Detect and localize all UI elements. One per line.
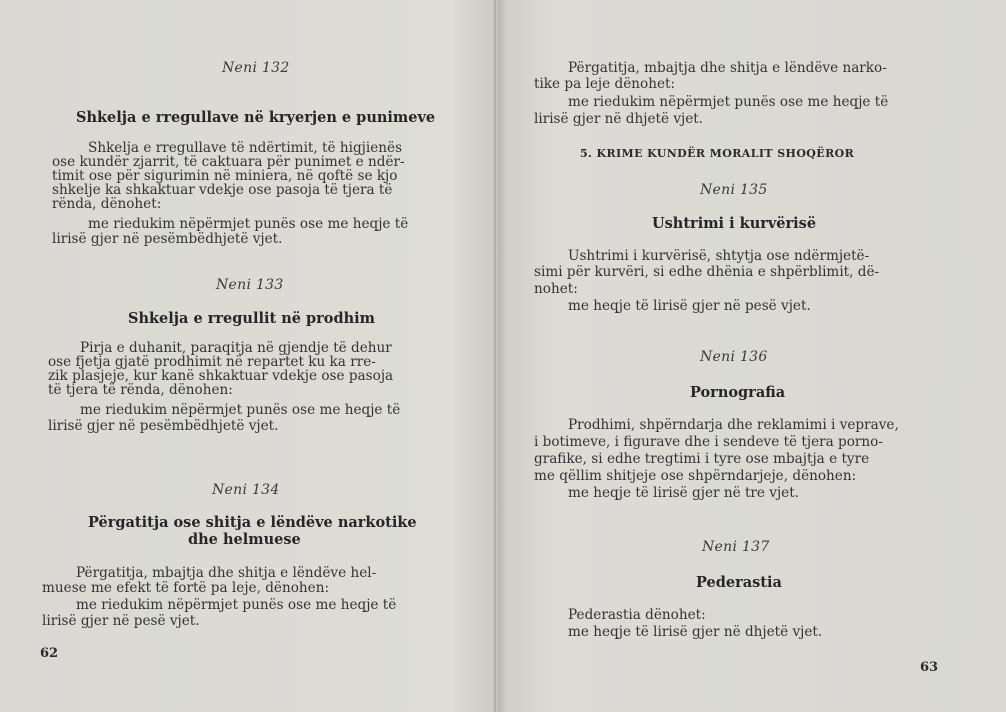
text-line: me heqje të lirisë gjer në dhjetë vjet. bbox=[568, 624, 823, 640]
text-line: Përgatitja, mbajtja dhe shitja e lëndëve narko- bbox=[568, 60, 887, 76]
text-line: lirisë gjer në pesëmbëdhjetë vjet. bbox=[52, 231, 283, 247]
text-line: me riedukim nëpërmjet punës ose me heqje të bbox=[76, 597, 397, 613]
text-line: nohet: bbox=[534, 281, 578, 297]
text-line: zik plasjeje, kur kanë shkaktuar vdekje ose pasoja bbox=[48, 368, 394, 384]
article-title: Pederastia bbox=[696, 574, 782, 591]
article-title: dhe helmuese bbox=[188, 531, 301, 548]
text-line: Prodhimi, shpërndarja dhe reklamimi i veprave, bbox=[568, 417, 899, 433]
article-title: Shkelja e rregullit në prodhim bbox=[128, 310, 376, 327]
article-title: Përgatitja ose shitja e lëndëve narkotike bbox=[88, 514, 417, 531]
text-line: Ushtrimi i kurvërisë, shtytja ose ndërmjetë- bbox=[568, 248, 870, 264]
text-line: Përgatitja, mbajtja dhe shitja e lëndëve hel- bbox=[76, 565, 377, 581]
text-line: tike pa leje dënohet: bbox=[534, 76, 676, 92]
article-number: Neni 135 bbox=[700, 182, 768, 198]
article-number: Neni 137 bbox=[702, 539, 770, 555]
text-line: grafike, si edhe tregtimi i tyre ose mbajtja e tyre bbox=[534, 451, 870, 467]
article-number: Neni 133 bbox=[216, 277, 284, 293]
text-line: lirisë gjer në dhjetë vjet. bbox=[534, 111, 704, 127]
text-line: i botimeve, i figurave dhe i sendeve të tjera porno- bbox=[534, 434, 883, 450]
article-number: Neni 132 bbox=[222, 60, 290, 76]
article-number: Neni 134 bbox=[212, 482, 280, 498]
text-line: muese me efekt të fortë pa leje, dënohen: bbox=[42, 580, 330, 596]
chapter-heading: 5. KRIME KUNDËR MORALIT SHOQËROR bbox=[580, 147, 855, 160]
article-number: Neni 136 bbox=[700, 349, 768, 365]
text-line: ose kundër zjarrit, të caktuara për punimet e ndër- bbox=[52, 154, 405, 170]
book-gutter bbox=[494, 0, 496, 712]
page-number: 62 bbox=[40, 646, 59, 661]
text-line: me heqje të lirisë gjer në pesë vjet. bbox=[568, 298, 811, 314]
text-line: me qëllim shitjeje ose shpërndarjeje, dënohen: bbox=[534, 468, 857, 484]
text-line: të tjera të rënda, dënohen: bbox=[48, 382, 233, 398]
article-title: Shkelja e rregullave në kryerjen e punimeve bbox=[76, 109, 436, 126]
text-line: shkelje ka shkaktuar vdekje ose pasoja të tjera të bbox=[52, 182, 393, 198]
article-title: Pornografia bbox=[690, 384, 786, 401]
left-page bbox=[0, 0, 494, 712]
right-page bbox=[500, 0, 1006, 712]
page-number: 63 bbox=[920, 660, 939, 675]
text-line: timit ose për sigurimin në miniera, në qoftë se kjo bbox=[52, 168, 398, 184]
text-line: lirisë gjer në pesë vjet. bbox=[42, 613, 200, 629]
text-line: me riedukim nëpërmjet punës ose me heqje të bbox=[80, 402, 401, 418]
text-line: me riedukim nëpërmjet punës ose me heqje të bbox=[568, 94, 889, 110]
article-title: Ushtrimi i kurvërisë bbox=[652, 215, 817, 232]
text-line: lirisë gjer në pesëmbëdhjetë vjet. bbox=[48, 418, 279, 434]
text-line: me heqje të lirisë gjer në tre vjet. bbox=[568, 485, 800, 501]
text-line: rënda, dënohet: bbox=[52, 196, 162, 212]
text-line: Pirja e duhanit, paraqitja në gjendje të dehur bbox=[80, 340, 392, 356]
text-line: me riedukim nëpërmjet punës ose me heqje të bbox=[88, 216, 409, 232]
text-line: ose fjetja gjatë prodhimit në repartet ku ka rre- bbox=[48, 354, 376, 370]
text-line: Pederastia dënohet: bbox=[568, 607, 706, 623]
text-line: Shkelja e rregullave të ndërtimit, të higjienës bbox=[88, 140, 403, 156]
text-line: simi për kurvëri, si edhe dhënia e shpërblimit, dë- bbox=[534, 264, 880, 280]
